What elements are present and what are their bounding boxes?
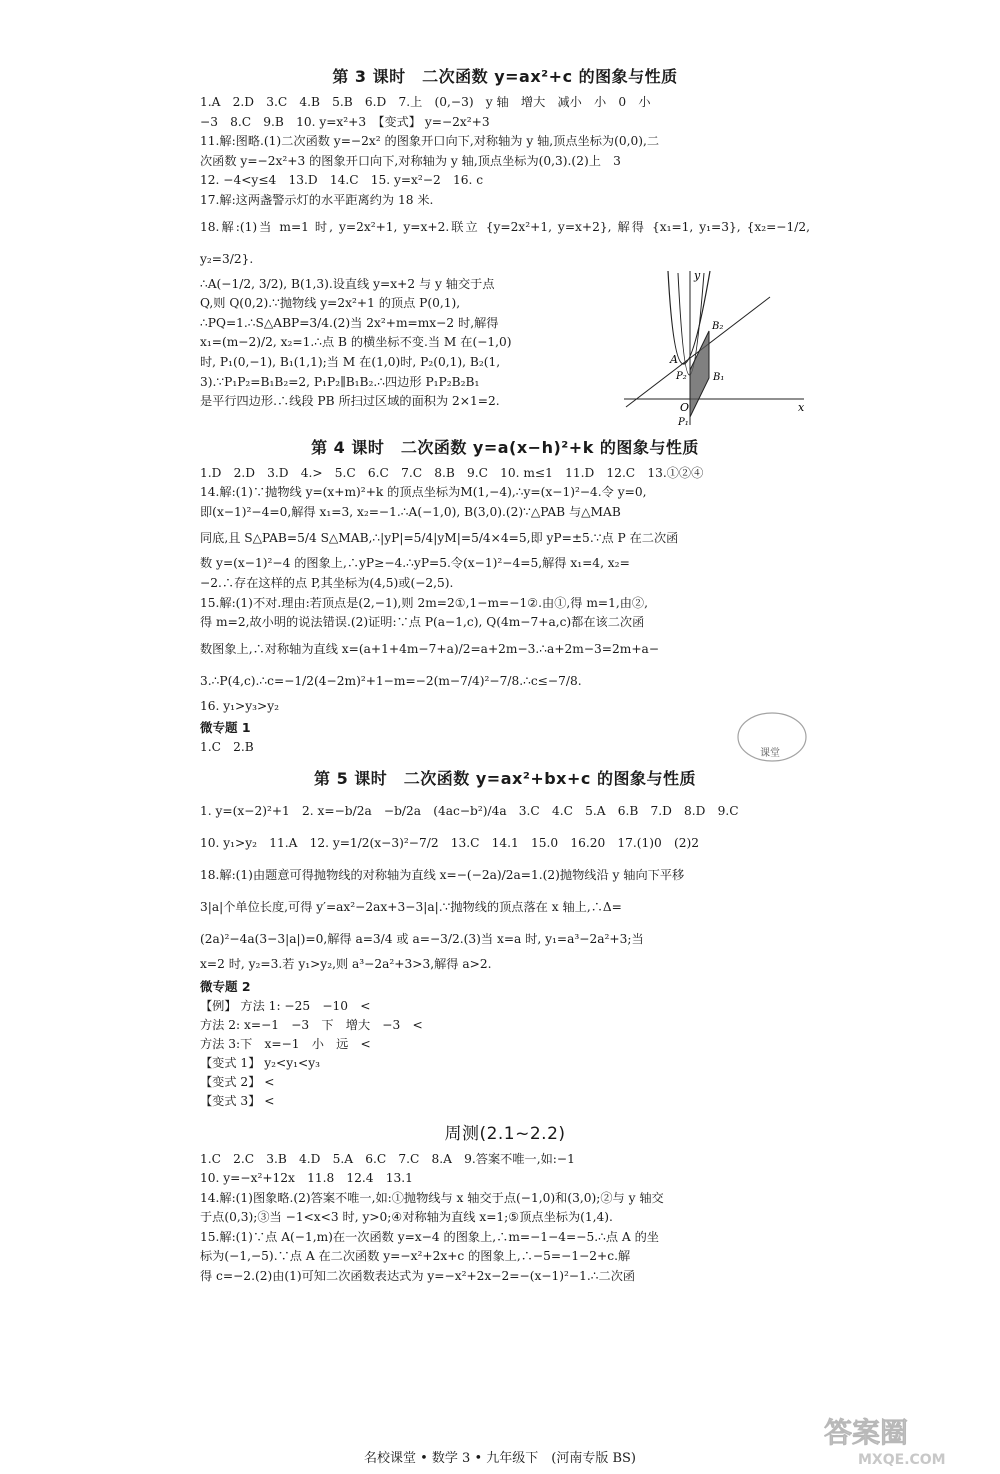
answer-line: 1.C 2.C 3.B 4.D 5.A 6.C 7.C 8.A 9.答案不唯一,如:−1 (200, 1151, 575, 1166)
stamp-text: 课堂 (760, 748, 780, 759)
answer-line: 12. −4<y≤4 13.D 14.C 15. y=x²−2 16. c (200, 173, 484, 188)
watermark-text: 答案圈 (824, 1416, 909, 1449)
answer-line: 【变式 3】 < (200, 1093, 275, 1108)
answer-line: Q,则 Q(0,2).∵抛物线 y=2x²+1 的顶点 P(0,1), (200, 296, 461, 311)
answer-line: 于点(0,3);③当 −1<x<3 时, y>0;④对称轴为直线 x=1;⑤顶点坐标为(1,4). (200, 1210, 613, 1225)
answer-line: 次函数 y=−2x²+3 的图象开口向下,对称轴为 y 轴,顶点坐标为(0,3).(2)上 3 (200, 153, 621, 168)
section-title-lesson3: 第 3 课时 二次函数 y=ax²+c 的图象与性质 (332, 67, 678, 86)
watermark-graphic (818, 1412, 988, 1470)
answer-line: 得 c=−2.(2)由(1)可知二次函数表达式为 y=−x²+2x−2=−(x−1)²−1.∴二次函 (200, 1269, 636, 1284)
answer-line: −2.∴存在这样的点 P,其坐标为(4,5)或(−2,5). (200, 575, 454, 590)
answer-line: 数 y=(x−1)²−4 的图象上,∴yP≥−4.∴yP=5.令(x−1)²−4=5,解得 x₁=4, x₂= (200, 556, 630, 571)
answer-line: 即(x−1)²−4=0,解得 x₁=3, x₂=−1.∴A(−1,0), B(3,0).(2)∵△PAB 与△MAB (200, 504, 621, 519)
answer-line: 时, P₁(0,−1), B₁(1,1);当 M 在(1,0)时, P₂(0,1), B₂(1, (200, 354, 501, 369)
answer-line: 3).∵P₁P₂=B₁B₂=2, P₁P₂∥B₁B₂.∴四边形 P₁P₂B₂B₁ (200, 374, 480, 389)
answer-line: 14.解:(1)图象略.(2)答案不唯一,如:①抛物线与 x 轴交于点(−1,0)和(3,0);②与 y 轴交 (200, 1190, 664, 1205)
answer-line: 3|a|个单位长度,可得 y′=ax²−2ax+3−3|a|.∵抛物线的顶点落在 x 轴上,∴Δ= (200, 899, 622, 914)
parabola-figure (620, 267, 810, 427)
label-b1: B₁ (713, 371, 725, 383)
answer-line: 1.D 2.D 3.D 4.> 5.C 6.C 7.C 8.B 9.C 10. m≤1 11.D 12.C 13.①②④ (200, 465, 704, 480)
micro-topic-2-title: 微专题 2 (200, 978, 251, 994)
page-footer: 名校课堂 • 数学 3 • 九年级下 (河南专版 BS) (363, 1451, 636, 1466)
label-y: y (694, 268, 701, 282)
watermark-url: MXQE.COM (858, 1452, 946, 1468)
answer-line: 是平行四边形.∴线段 PB 所扫过区域的面积为 2×1=2. (200, 394, 500, 409)
answer-line: 方法 3:下 x=−1 小 远 < (200, 1036, 371, 1051)
answer-line: 1.C 2.B (200, 740, 254, 755)
answer-line: −3 8.C 9.B 10. y=x²+3 【变式】 y=−2x²+3 (200, 114, 490, 129)
answer-line: 10. y₁>y₂ 11.A 12. y=1/2(x−3)²−7/2 13.C 14.1 15.0 16.20 17.(1)0 (2)2 (200, 835, 700, 850)
answer-line: 1.A 2.D 3.C 4.B 5.B 6.D 7.上 (0,−3) y 轴 增大 减小 小 0 小 (200, 95, 651, 109)
answer-line: 【例】 方法 1: −25 −10 < (200, 998, 371, 1013)
answer-line: (2a)²−4a(3−3|a|)=0,解得 a=3/4 或 a=−3/2.(3)当 x=a 时, y₁=a³−2a²+3;当 (200, 931, 644, 946)
answer-line: 同底,且 S△PAB=5/4 S△MAB,∴|yP|=5/4|yM|=5/4×4=5,即 yP=±5.∵点 P 在二次函 (200, 531, 679, 546)
answer-line: 18.解:(1)由题意可得抛物线的对称轴为直线 x=−(−2a)/2a=1.(2)抛物线沿 y 轴向下平移 (200, 867, 685, 882)
label-a: A (670, 352, 678, 366)
answer-line: 17.解:这两盏警示灯的水平距离约为 18 米. (200, 192, 434, 207)
answer-line: 数图象上,∴对称轴为直线 x=(a+1+4m−7+a)/2=a+2m−3.∴a+2m−3=2m+a− (200, 641, 660, 656)
q18-text-with-figure (200, 268, 810, 427)
answer-line: 得 m=2,故小明的说法错误.(2)证明:∵点 P(a−1,c), Q(4m−7+a,c)都在该二次函 (200, 615, 645, 630)
answer-line: ∴PQ=1.∴S△ABP=3/4.(2)当 2x²+m=mx−2 时,解得 (200, 315, 499, 330)
answer-line: x₁=(m−2)/2, x₂=1.∴点 B 的横坐标不变.当 M 在(−1,0) (200, 335, 512, 350)
answer-line: 16. y₁>y₃>y₂ (200, 698, 279, 713)
answer-line: 11.解:图略.(1)二次函数 y=−2x² 的图象开口向下,对称轴为 y 轴,顶点坐标为(0,0),二 (200, 134, 660, 149)
answer-line: 3.∴P(4,c).∴c=−1/2(4−2m)²+1−m=−2(m−7/4)²−7/8.∴c≤−7/8. (200, 673, 582, 688)
parabola-diagram (620, 267, 810, 427)
section-title-weekly-test: 周测(2.1~2.2) (444, 1123, 566, 1144)
label-x: x (798, 400, 805, 414)
answer-line: x=2 时, y₂=3.若 y₁>y₂,则 a³−2a²+3>3,解得 a>2. (200, 956, 492, 971)
answer-line: 【变式 2】 < (200, 1074, 275, 1089)
label-p1: P₁ (678, 416, 689, 427)
q18-solution-text (200, 275, 614, 427)
swept-parallelogram (690, 331, 709, 417)
answer-line: 10. y=−x²+12x 11.8 12.4 13.1 (200, 1171, 413, 1186)
answer-line: 1. y=(x−2)²+1 2. x=−b/2a −b/2a (4ac−b²)/4a 3.C 4.C 5.A 6.B 7.D 8.D 9.C (200, 803, 739, 818)
label-o: O (680, 400, 690, 414)
section-title-lesson5: 第 5 课时 二次函数 y=ax²+bx+c 的图象与性质 (314, 768, 696, 788)
answer-line-q18: 18.解:(1)当 m=1 时, y=2x²+1, y=x+2.联立 {y=2x²+1, y=x+2}, 解得 {x₁=1, y₁=3}, {x₂=−1/2, y₂=3/2}. (200, 219, 814, 266)
section-title-lesson4: 第 4 课时 二次函数 y=a(x−h)²+k 的图象与性质 (311, 437, 699, 457)
answer-line: 方法 2: x=−1 −3 下 增大 −3 < (200, 1017, 423, 1032)
answer-line: 【变式 1】 y₂<y₁<y₃ (200, 1055, 320, 1070)
answer-line: 15.解:(1)不对.理由:若顶点是(2,−1),则 2m=2①,1−m=−1②.由①,得 m=1,由②, (200, 595, 648, 610)
answer-line: 标为(−1,−5).∵点 A 在二次函数 y=−x²+2x+c 的图象上,∴−5=−1−2+c.解 (200, 1249, 631, 1264)
watermark-logo (818, 1412, 988, 1470)
ink-stamp (734, 706, 810, 768)
stamp-mark (734, 706, 810, 768)
answer-page (200, 62, 814, 1287)
micro-topic-1-title: 微专题 1 (200, 720, 251, 736)
answer-line: 14.解:(1)∵抛物线 y=(x+m)²+k 的顶点坐标为M(1,−4),∴y=(x−1)²−4.令 y=0, (200, 485, 647, 500)
label-b2: B₂ (712, 320, 724, 332)
answer-line: ∴A(−1/2, 3/2), B(1,3).设直线 y=x+2 与 y 轴交于点 (200, 276, 495, 291)
answer-line: 15.解:(1)∵点 A(−1,m)在一次函数 y=x−4 的图象上,∴m=−1−4=−5.∴点 A 的坐 (200, 1229, 659, 1244)
label-p2: P₂ (676, 370, 687, 382)
